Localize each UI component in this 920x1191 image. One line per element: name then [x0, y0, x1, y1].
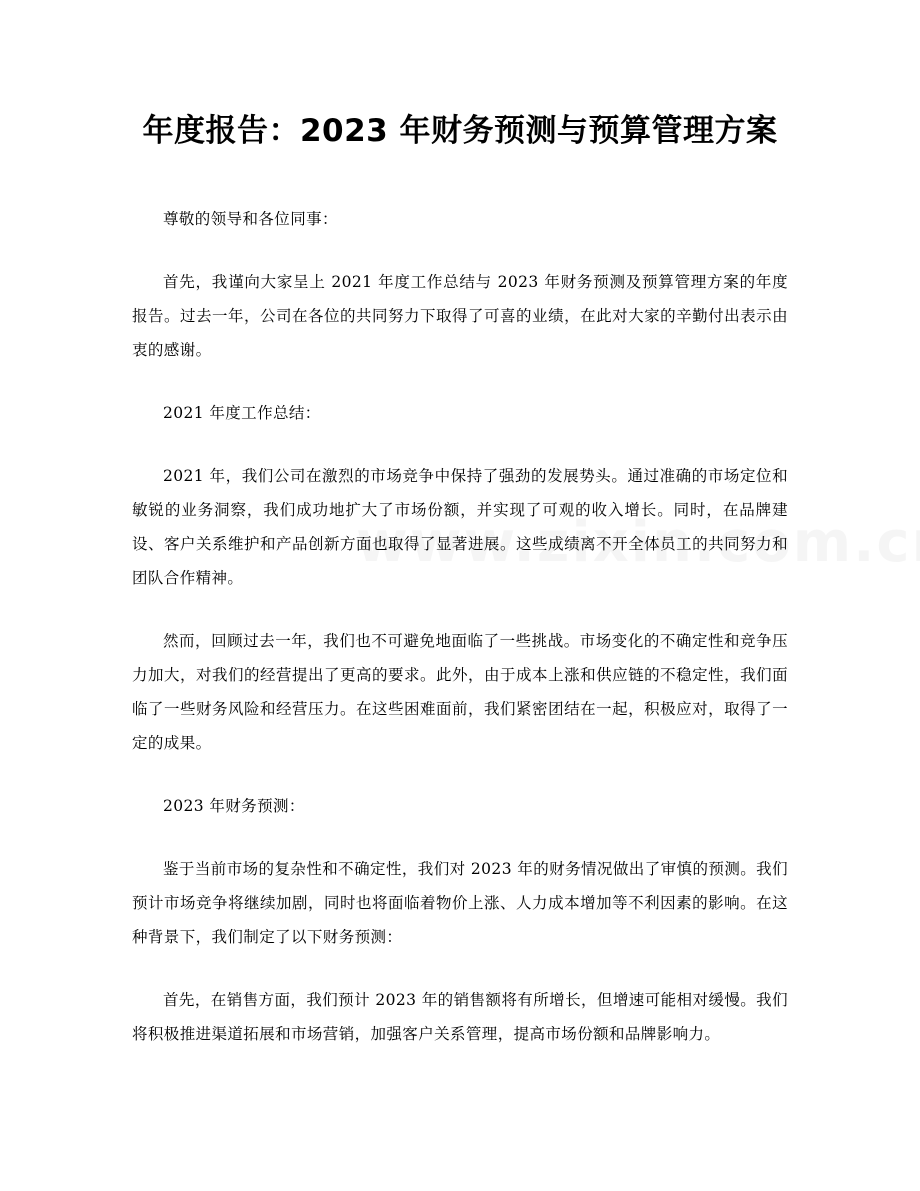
paragraph-intro: 首先，我谨向大家呈上 2021 年度工作总结与 2023 年财务预测及预算管理方案的年度报告。过去一年，公司在各位的共同努力下取得了可喜的业绩，在此对大家的辛勤付出表示由衷的感谢。 [132, 273, 788, 359]
document-title: 年度报告：2023 年财务预测与预算管理方案 [142, 113, 778, 149]
section-heading-2021-summary: 2021 年度工作总结： [163, 404, 321, 422]
paragraph-salutation: 尊敬的领导和各位同事： [163, 210, 338, 228]
paragraph-2021-achievements: 2021 年，我们公司在激烈的市场竞争中保持了强劲的发展势头。通过准确的市场定位和敏锐的业务洞察，我们成功地扩大了市场份额，并实现了可观的收入增长。同时，在品牌建设、客户关系维护和产品创新方面也取得了显著进展。这些成绩离不开全体员工的共同努力和团队合作精神。 [132, 467, 788, 587]
paragraph-2023-sales-forecast: 首先，在销售方面，我们预计 2023 年的销售额将有所增长，但增速可能相对缓慢。我们将积极推进渠道拓展和市场营销，加强客户关系管理，提高市场份额和品牌影响力。 [132, 991, 788, 1043]
paragraph-2023-forecast-intro: 鉴于当前市场的复杂性和不确定性，我们对 2023 年的财务情况做出了审慎的预测。我们预计市场竞争将继续加剧，同时也将面临着物价上涨、人力成本增加等不利因素的影响。在这种背景下，我们制定了以下财务预测： [132, 860, 788, 946]
paragraph-2021-challenges: 然而，回顾过去一年，我们也不可避免地面临了一些挑战。市场变化的不确定性和竞争压力加大，对我们的经营提出了更高的要求。此外，由于成本上涨和供应链的不稳定性，我们面临了一些财务风险和经营压力。在这些困难面前，我们紧密团结在一起，积极应对，取得了一定的成果。 [132, 632, 788, 752]
section-heading-2023-forecast: 2023 年财务预测： [163, 797, 305, 815]
